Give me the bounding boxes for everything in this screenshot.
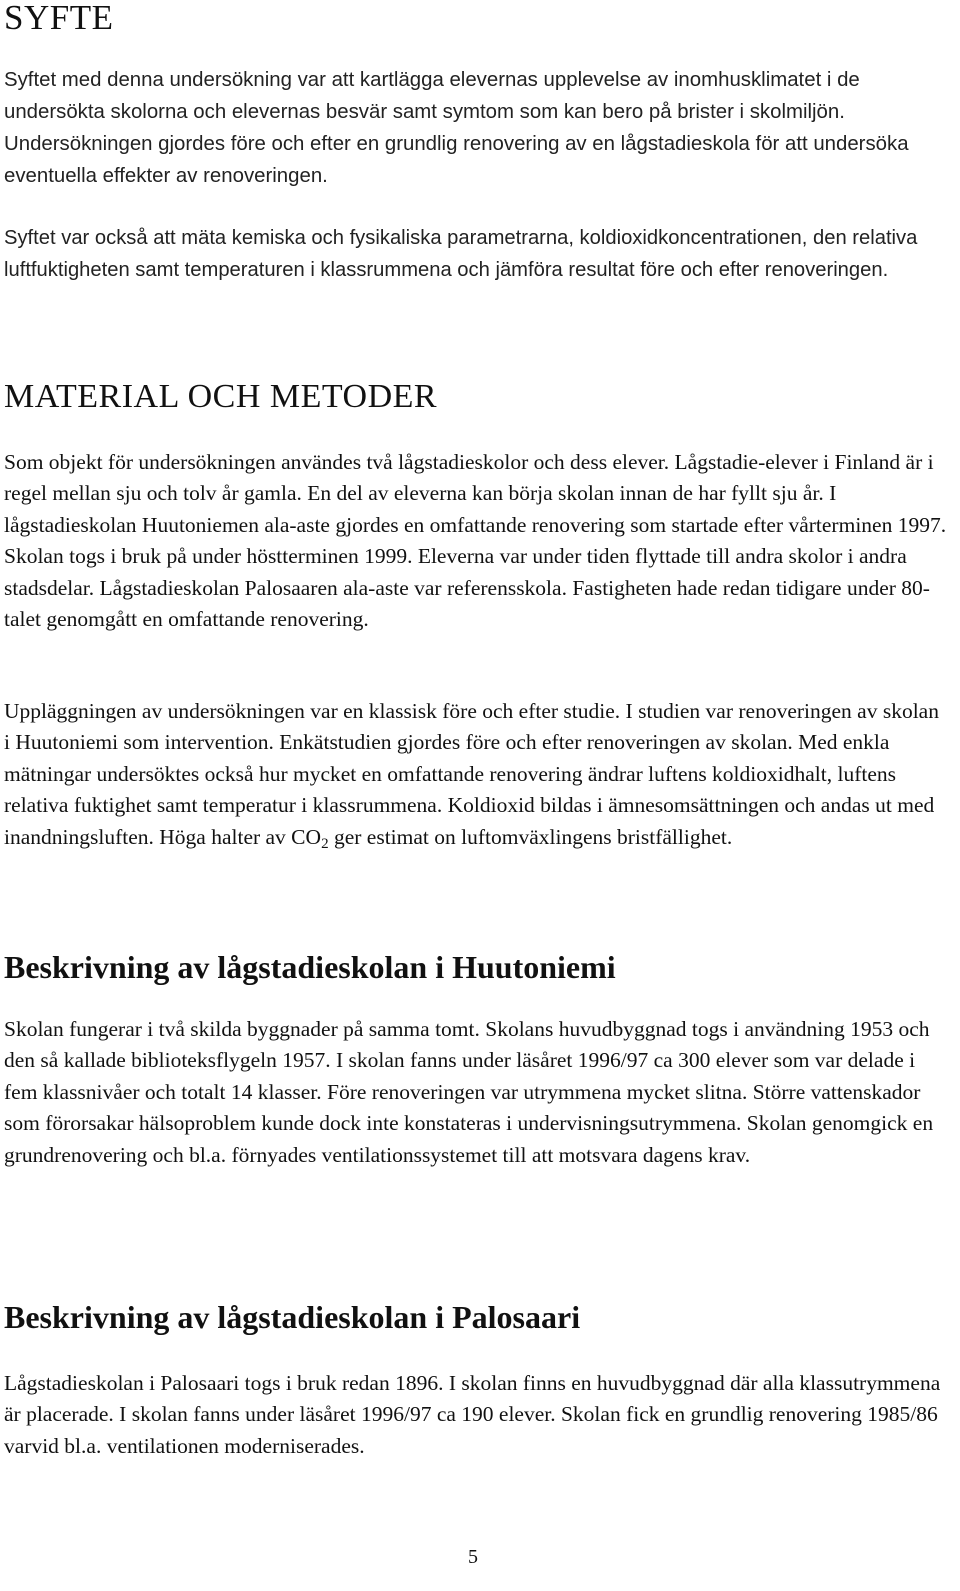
paragraph-material-2-tail: ger estimat on luftomväxlingens bristfällighet. xyxy=(328,824,733,849)
paragraph-huutoniemi: Skolan fungerar i två skilda byggnader på samma tomt. Skolans huvudbyggnad togs i användning 1953 och den så kallade biblioteksflygeln 1957. I skolan fanns under läsåret 1996/97 ca 300 elever som var delade i fem klassnivåer och totalt 14 klasser. Före renoveringen var utrymmena mycket slitna. Större vattenskador som förorsakar hälsoproblem kunde dock inte konstateras i undervisningsutrymmena. Skolan genomgick en grundrenovering och bl.a. förnyades ventilationssystemet till att motsvara dagens krav. xyxy=(4,1017,934,1167)
paragraph-syfte-1: Syftet med denna undersökning var att kartlägga elevernas upplevelse av inomhusklimatet i de undersökta skolorna och elevernas besvär samt symtom som kan bero på brister i skolmiljön. Undersökningen gjordes före och efter en grundlig renovering av en lågstadieskola för att undersöka eventuella effekter av renoveringen. xyxy=(4,69,909,187)
paragraph-palosaari: Lågstadieskolan i Palosaari togs i bruk redan 1896. I skolan finns en huvudbyggnad där alla klassutrymmena är placerade. I skolan fanns under läsåret 1996/97 ca 190 elever. Skolan fick en grundlig renovering 1985/86 varvid bl.a. ventilationen moderniserades. xyxy=(4,1371,941,1458)
co2-subscript: 2 xyxy=(321,835,329,852)
paragraph-material-2 xyxy=(4,696,950,860)
paragraph-material-2-text: Uppläggningen av undersökningen var en klassisk före och efter studie. I studien var renoveringen av skolan i Huutoniemi som intervention. Enkätstudien gjordes före och efter renoveringen av skolan. Med enkla mätningar undersöktes också hur mycket en omfattande renovering ändrar luftens koldioxidhalt, luftens relativa fuktighet samt temperatur i klassrummena. Koldioxid bildas i ämnesomsättningen och andas ut med inandningsluften. Höga halter av CO xyxy=(4,699,939,849)
page-number: 5 xyxy=(468,1546,478,1568)
paragraph-syfte-2: Syftet var också att mäta kemiska och fysikaliska parametrarna, koldioxidkoncentrationen, den relativa luftfuktigheten samt temperaturen i klassrummena och jämföra resultat före och efter renoveringen. xyxy=(4,227,918,281)
heading-syfte: SYFTE xyxy=(4,0,114,37)
heading-huutoniemi: Beskrivning av lågstadieskolan i Huutoniemi xyxy=(4,949,616,985)
heading-palosaari: Beskrivning av lågstadieskolan i Palosaari xyxy=(4,1299,581,1335)
heading-material-och-metoder: MATERIAL OCH METODER xyxy=(4,378,438,415)
paragraph-material-1: Som objekt för undersökningen användes två lågstadieskolor och dess elever. Lågstadie-elever i Finland är i regel mellan sju och tolv år gamla. En del av eleverna kan börja skolan innan de har fyllt sju år. I lågstadieskolan Huutoniemen ala-aste gjordes en omfattande renovering som startade efter vårterminen 1997. Skolan togs i bruk på under höstterminen 1999. Eleverna var under tiden flyttade till andra skolor i andra stadsdelar. Lågstadieskolan Palosaaren ala-aste var referensskola. Fastigheten hade redan tidigare under 80-talet genomgått en omfattande renovering. xyxy=(4,450,947,632)
